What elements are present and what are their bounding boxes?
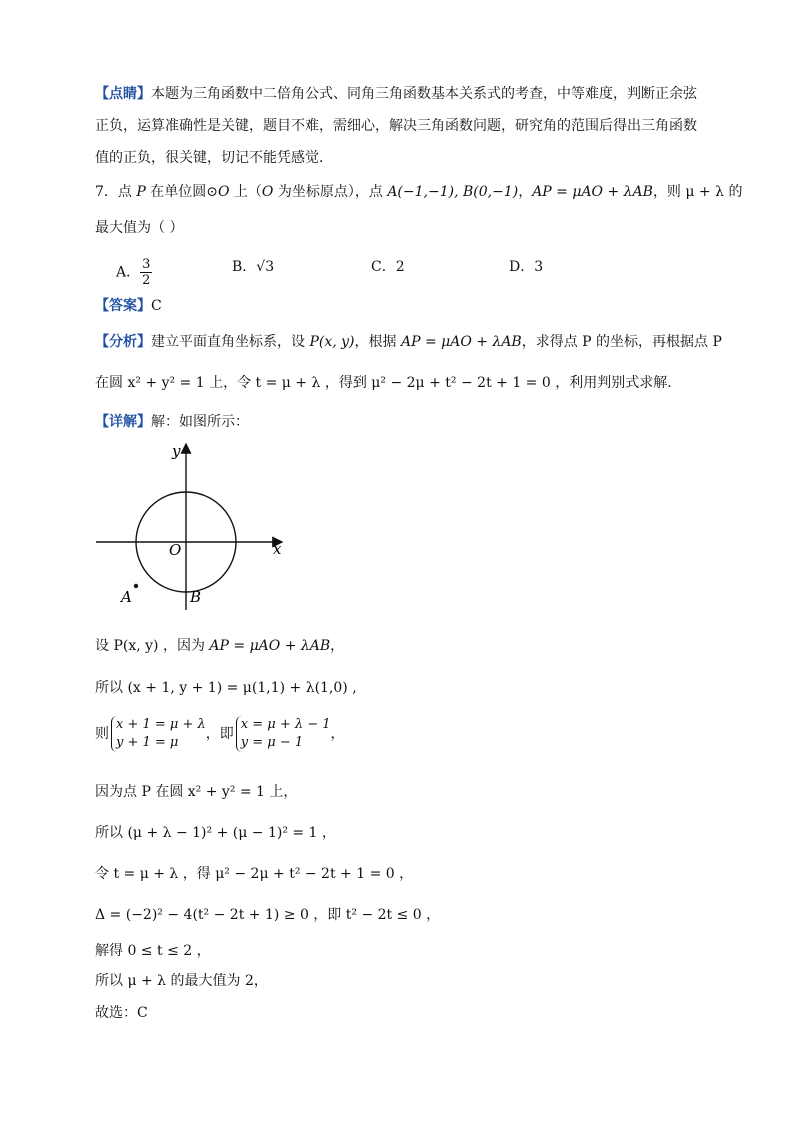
option-a-label: A．	[116, 264, 141, 281]
analysis-text-c: ，求得点 P 的坐标，再根据点 P	[521, 334, 722, 350]
detail-s3-mid: ，即	[205, 726, 234, 742]
detail-step-7: Δ = (−2)² − 4(t² − 2t + 1) ≥ 0 ，即 t² − 2t ≤ 0 ，	[95, 907, 441, 923]
option-c	[371, 257, 405, 277]
question-text-a: 点	[117, 184, 137, 200]
question-text-c: 上（	[229, 184, 262, 200]
option-a-fraction	[140, 257, 152, 288]
origin-label: O	[169, 541, 182, 559]
analysis-text-b: ，根据	[354, 334, 401, 350]
unit-circle-figure	[92, 438, 292, 618]
comment-line-3: 值的正负，很关键，切记不能凭感觉．	[95, 150, 333, 166]
detail-line-intro	[95, 412, 249, 432]
option-b	[232, 257, 274, 277]
option-b-label: B．	[232, 259, 257, 275]
option-c-label: C．	[371, 259, 396, 275]
detail-step-6: 令 t = μ + λ ，得 μ² − 2μ + t² − 2t + 1 = 0 ，	[95, 866, 414, 882]
detail-step-10: 故选：C	[95, 1005, 148, 1021]
comment-line-2: 正负，运算准确性是关键，题目不难，需细心，解决三角函数问题，研究角的范围后得出三角函数	[95, 118, 697, 134]
system-2-eq-2: y = μ − 1	[240, 735, 304, 750]
detail-step-2: 所以 (x + 1, y + 1) = μ(1,1) + λ(1,0) ,	[95, 680, 357, 696]
question-points: A(−1,−1), B(0,−1)	[387, 184, 519, 200]
detail-vector-eq: AP = μAO + λAB	[209, 638, 331, 654]
question-vector-eq: AP = μAO + λAB	[532, 184, 653, 200]
detail-intro: 解：如图所示：	[151, 414, 249, 430]
answer-line	[95, 296, 162, 316]
detail-step-9: 所以 μ + λ 的最大值为 2，	[95, 973, 268, 989]
analysis-p-coord: P(x, y)	[309, 334, 355, 350]
question-text-f: ，则 μ + λ 的	[652, 184, 743, 200]
system-2	[236, 716, 331, 752]
detail-tag: 【详解】	[95, 414, 151, 430]
question-text-e: ，	[518, 184, 533, 200]
detail-s1-a: 设 P(x, y) ，因为	[95, 638, 210, 654]
point-a-dot	[134, 584, 138, 588]
question-line-2: 最大值为（ ）	[95, 220, 184, 236]
comment-line-1	[95, 84, 697, 104]
option-a	[116, 257, 152, 288]
detail-s3-post: ，	[330, 726, 345, 742]
question-text-b: 在单位圆⊙	[145, 184, 218, 200]
question-text-d: 为坐标原点），点	[273, 184, 388, 200]
analysis-text-a: 建立平面直角坐标系，设	[151, 334, 310, 350]
detail-s1-b: ，	[330, 638, 345, 654]
system-2-eq-1: x = μ + λ − 1	[240, 717, 331, 732]
detail-step-5: 所以 (μ + λ − 1)² + (μ − 1)² = 1 ，	[95, 825, 336, 841]
system-1-eq-2: y + 1 = μ	[116, 735, 179, 750]
system-1	[111, 716, 206, 752]
point-a-label: A	[121, 588, 132, 606]
x-axis-label: x	[273, 540, 282, 558]
answer-value: C	[151, 298, 162, 314]
detail-step-3	[95, 716, 345, 752]
system-1-eq-1: x + 1 = μ + λ	[116, 717, 206, 732]
answer-tag: 【答案】	[95, 298, 151, 314]
option-a-num: 3	[142, 257, 151, 272]
question-number: 7．	[95, 184, 118, 200]
analysis-line-1	[95, 332, 722, 352]
option-d-label: D．	[509, 259, 535, 275]
detail-step-8: 解得 0 ≤ t ≤ 2 ，	[95, 943, 211, 959]
y-axis-label: y	[172, 442, 181, 460]
detail-s3-pre: 则	[95, 726, 109, 742]
point-p: P	[136, 184, 146, 200]
analysis-tag: 【分析】	[95, 334, 151, 350]
comment-tag: 【点睛】	[95, 86, 151, 102]
question-line-1: 7．点 P 在单位圆⊙O 上（O 为坐标原点），点 A(−1,−1), B(0,−1)，AP = μAO + λAB，则 μ + λ 的	[95, 184, 743, 200]
option-d	[509, 257, 543, 277]
option-d-value: 3	[534, 259, 544, 275]
analysis-line-2: 在圆 x² + y² = 1 上，令 t = μ + λ ，得到 μ² − 2μ + t² − 2t + 1 = 0 ，利用判别式求解.	[95, 375, 672, 391]
comment-text-1: 本题为三角函数中二倍角公式、同角三角函数基本关系式的考查，中等难度，判断正余弦	[151, 86, 697, 102]
detail-step-1	[95, 636, 344, 656]
point-b-label: B	[190, 588, 202, 606]
option-c-value: 2	[395, 259, 405, 275]
detail-step-4: 因为点 P 在圆 x² + y² = 1 上，	[95, 784, 298, 800]
analysis-vector-eq: AP = μAO + λAB	[400, 334, 522, 350]
option-a-den: 2	[142, 273, 151, 288]
option-b-value: √3	[256, 259, 275, 275]
